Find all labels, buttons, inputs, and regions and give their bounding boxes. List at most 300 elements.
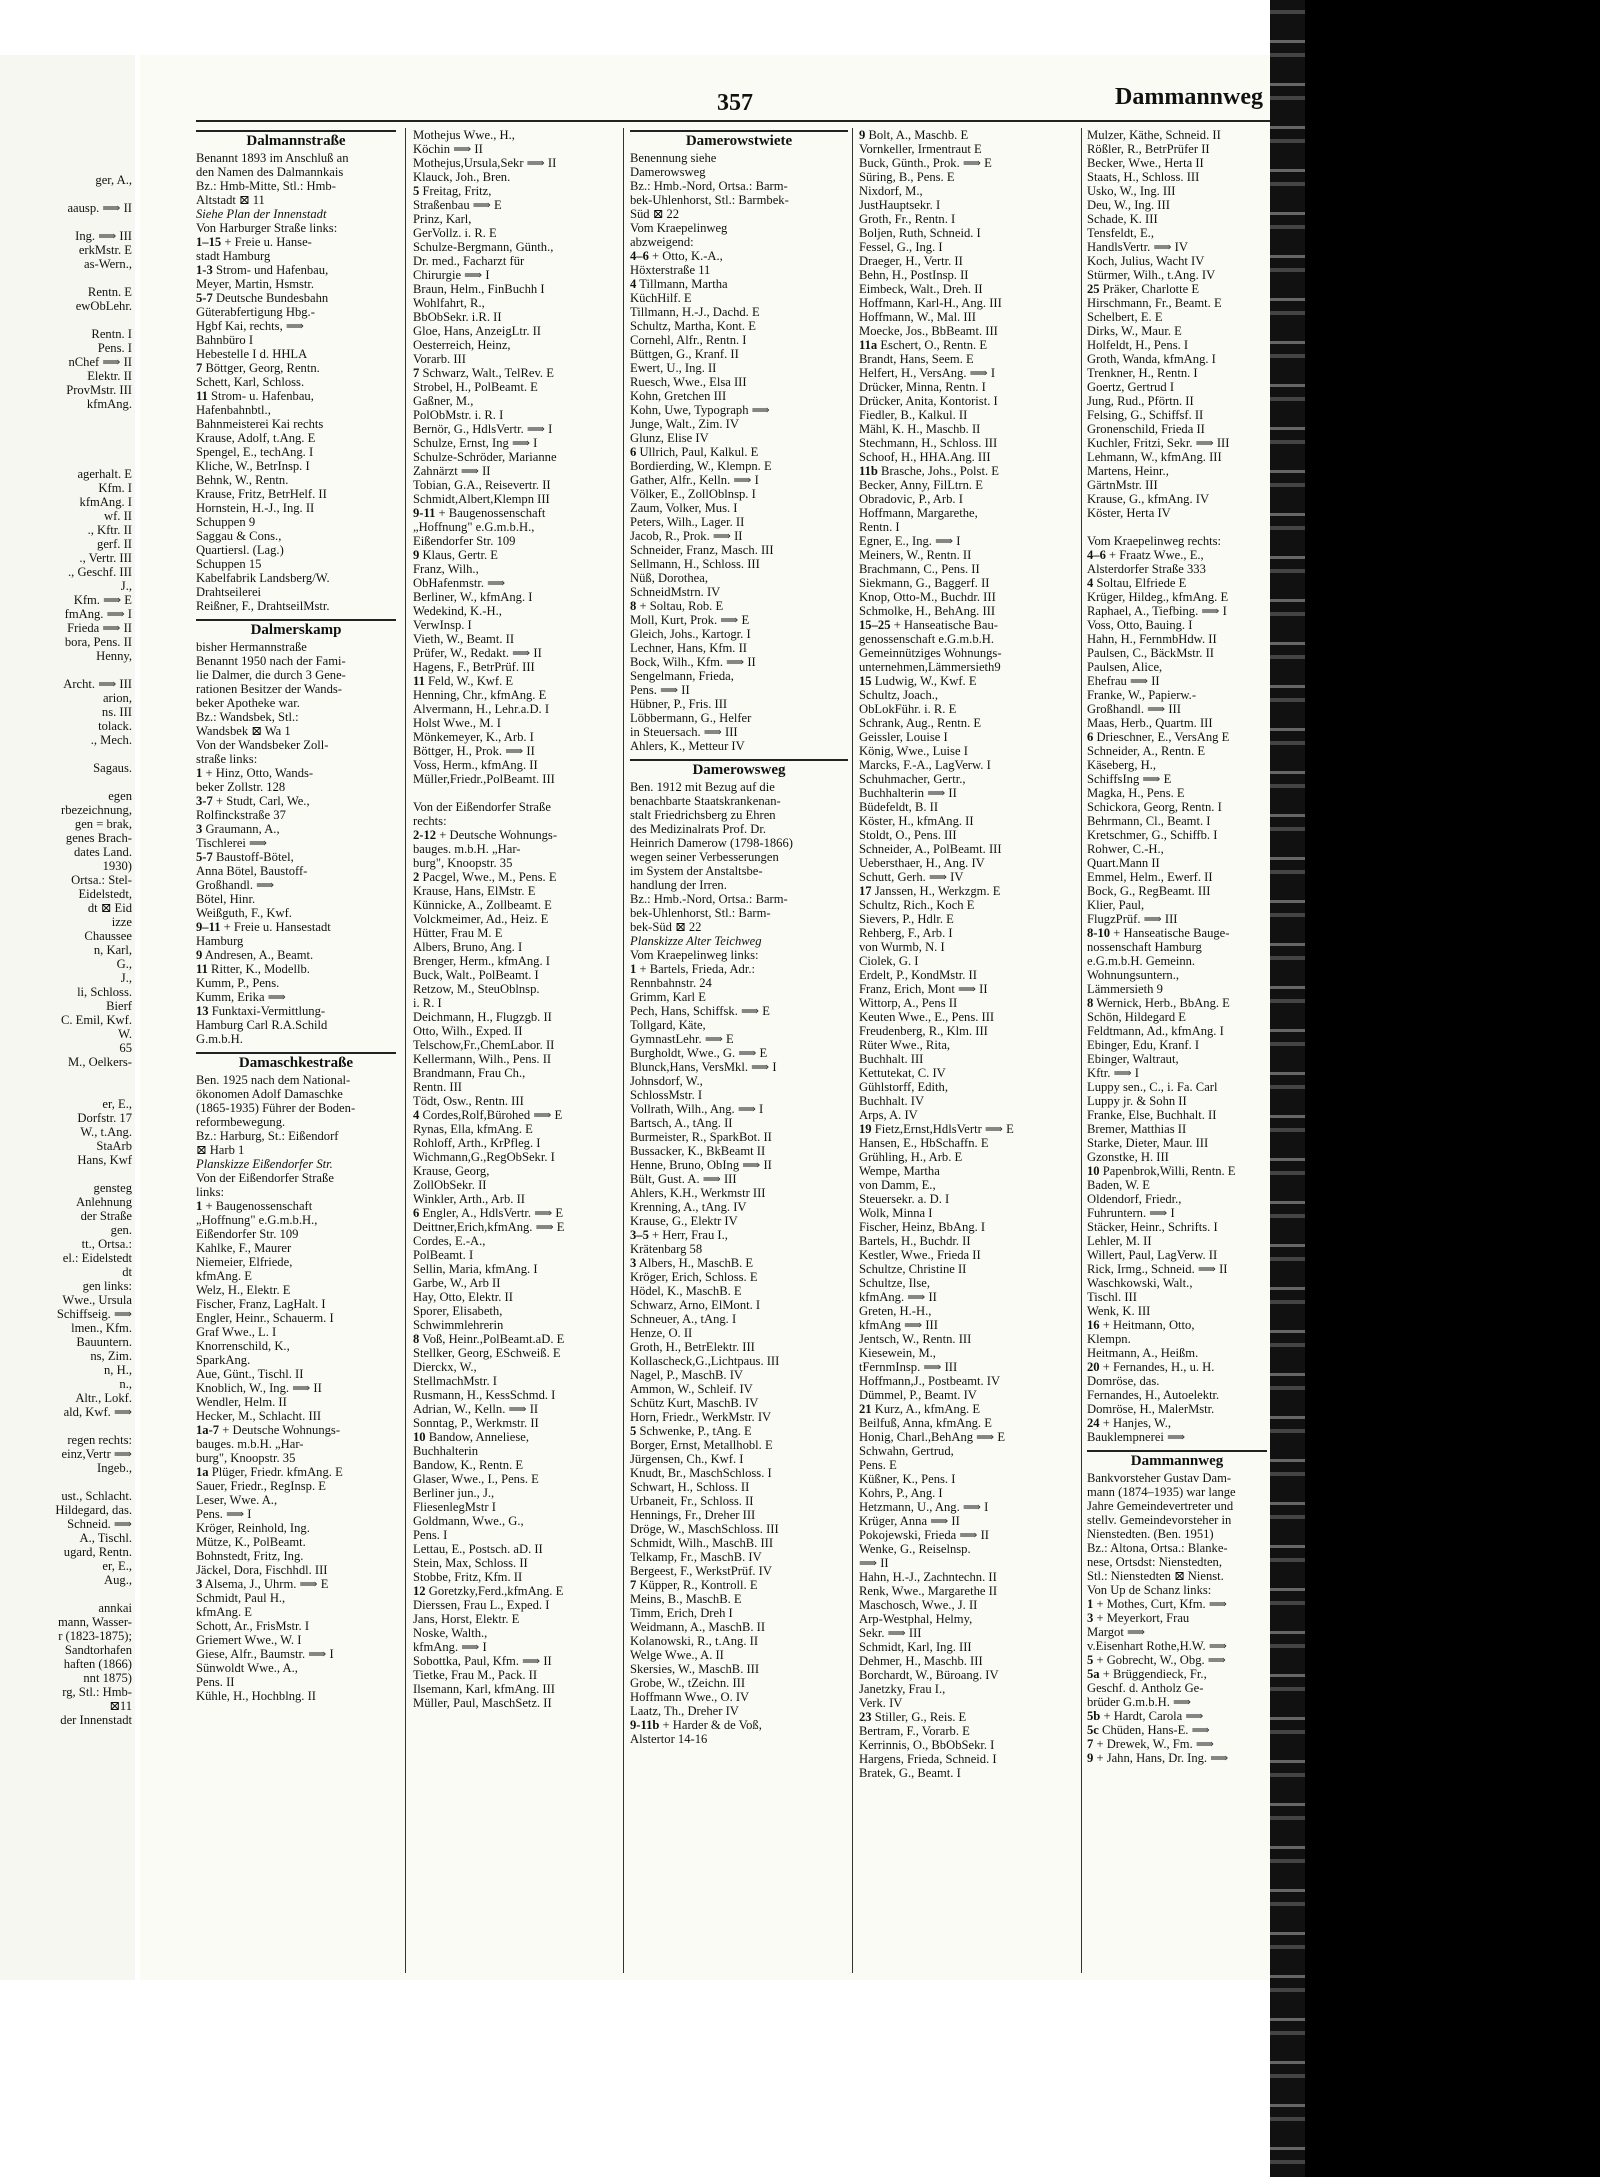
house-number: 7 (196, 361, 203, 375)
directory-entry: Von der Wandsbeker Zoll- (196, 738, 329, 752)
directory-entry: Rennbahnstr. 24 (630, 976, 712, 990)
directory-entry: Nixdorf, M., (859, 184, 923, 198)
house-number: 4 (413, 1108, 420, 1122)
directory-entry: Bankvorsteher Gustav Dam- (1087, 1471, 1232, 1485)
directory-entry: Heinrich Damerow (1798-1866) (630, 836, 793, 850)
directory-entry: kfmAng. ⟹ II (859, 1290, 937, 1304)
directory-entry: Fischer, Heinz, BbAng. I (859, 1220, 986, 1234)
directory-entry: Süd ⊠ 22 (630, 207, 680, 221)
gutter-line: Hildegard, das. (55, 1503, 132, 1517)
directory-entry: Dirks, W., Maur. E (1087, 324, 1182, 338)
directory-entry: 12 Goretzky,Ferd.,kfmAng. E (413, 1584, 564, 1598)
gutter-line: Ingeb., (97, 1461, 132, 1475)
gutter-line: einz,Vertr ⟹ (61, 1447, 132, 1461)
directory-entry: Sobottka, Paul, Kfm. ⟹ II (413, 1654, 552, 1668)
directory-entry: Gemeinnütziges Wohnungs- (859, 646, 1002, 660)
directory-entry: Wohlfahrt, R., (413, 296, 485, 310)
directory-entry: Maas, Herb., Quartm. III (1087, 716, 1213, 730)
directory-entry: Renk, Wwe., Margarethe II (859, 1584, 998, 1598)
gutter-line: C. Emil, Kwf. (60, 1013, 132, 1027)
directory-entry: Luppy sen., C., i. Fa. Carl (1087, 1080, 1218, 1094)
directory-entry: Franz, Erich, Mont ⟹ II (859, 982, 988, 996)
street-heading: Dalmerskamp (196, 619, 396, 637)
directory-entry: Krause, G., Elektr IV (630, 1214, 738, 1228)
gutter-line: Aug., (104, 1573, 132, 1587)
house-number: 11 (196, 389, 208, 403)
directory-entry: Bz.: Hmb-Mitte, Stl.: Hmb- (196, 179, 336, 193)
directory-entry: Schultz, Joach., (859, 688, 939, 702)
directory-entry: beker Apotheke war. (196, 696, 300, 710)
directory-entry: Meyer, Martin, Hsmstr. (196, 277, 315, 291)
directory-entry: Schulze-Schröder, Marianne (413, 450, 557, 464)
gutter-line: Hans, Kwf (77, 1153, 132, 1167)
directory-entry: Egner, E., Ing. ⟹ I (859, 534, 961, 548)
directory-entry: Schett, Karl, Schloss. (196, 375, 305, 389)
directory-entry: Bartels, H., Buchdr. II (859, 1234, 971, 1248)
gutter-line: dates Land. (73, 845, 132, 859)
gutter-line: Sagaus. (93, 761, 132, 775)
directory-entry: 9 + Jahn, Hans, Dr. Ing. ⟹ (1087, 1751, 1229, 1765)
gutter-line: er, E., (102, 1097, 132, 1111)
directory-entry: Höxterstraße 11 (630, 263, 711, 277)
directory-entry: 17 Janssen, H., Werkzgm. E (859, 884, 1001, 898)
street-heading: Dalmannstraße (196, 130, 396, 148)
directory-entry: Graf Wwe., L. I (196, 1325, 277, 1339)
directory-entry: ⟹ II (859, 1556, 889, 1570)
directory-entry: Mönkemeyer, K., Arb. I (413, 730, 534, 744)
directory-entry: Krause, G., kfmAng. IV (1087, 492, 1210, 506)
directory-entry: Holst Wwe., M. I (413, 716, 501, 730)
directory-entry: Fernandes, H., Autoelektr. (1087, 1388, 1220, 1402)
directory-entry: Berliner, W., kfmAng. I (413, 590, 533, 604)
directory-entry: Kabelfabrik Landsberg/W. (196, 571, 330, 585)
gutter-line: genes Brach- (65, 831, 132, 845)
directory-entry: Henne, Bruno, ObIng ⟹ II (630, 1158, 772, 1172)
directory-entry: Blunck,Hans, VersMkl. ⟹ I (630, 1060, 777, 1074)
gutter-line: Sandtorhafen (64, 1643, 132, 1657)
directory-entry: Schulze, Ernst, Ing ⟹ I (413, 436, 538, 450)
directory-entry: Stobbe, Fritz, Kfm. II (413, 1570, 523, 1584)
directory-entry: Moecke, Jos., BbBeamt. III (859, 324, 998, 338)
directory-entry: Dümmel, P., Beamt. IV (859, 1388, 977, 1402)
house-number: 25 (1087, 282, 1100, 296)
gutter-line: annkai (98, 1601, 132, 1615)
directory-entry: Wenk, K. III (1087, 1304, 1151, 1318)
directory-entry: Schultze, Christine II (859, 1262, 967, 1276)
house-number: 3 (196, 1577, 203, 1591)
gutter-line: mann, Wasser- (57, 1615, 132, 1629)
directory-entry: Schade, K. III (1087, 212, 1158, 226)
gutter-line: ns, Zim. (90, 1349, 132, 1363)
directory-entry: Bz.: Wandsbek, Stl.: (196, 710, 299, 724)
directory-entry: Schuhmacher, Gertr., (859, 772, 966, 786)
street-heading: Dammannweg (1087, 1450, 1267, 1468)
directory-entry: Henning, Chr., kfmAng. E (413, 688, 547, 702)
directory-entry: ökonomen Adolf Damaschke (196, 1087, 343, 1101)
gutter-line: der Innenstadt (60, 1713, 132, 1727)
directory-entry: Sellin, Maria, kfmAng. I (413, 1262, 538, 1276)
house-number: 10 (413, 1430, 426, 1444)
directory-entry: Starke, Dieter, Maur. III (1087, 1136, 1209, 1150)
directory-entry: Bauklempnerei ⟹ (1087, 1430, 1186, 1444)
directory-entry: Glunz, Elise IV (630, 431, 709, 445)
house-number: 8-10 (1087, 926, 1111, 940)
directory-entry: Großhandl. ⟹ III (1087, 702, 1181, 716)
house-number: 12 (413, 1584, 426, 1598)
gutter-line: kfmAng. (86, 397, 132, 411)
directory-entry (1087, 520, 1267, 534)
directory-entry: Buck, Walt., PolBeamt. I (413, 968, 539, 982)
directory-entry: burg", Knoopstr. 35 (196, 1451, 296, 1465)
directory-entry: Kumm, P., Pens. (196, 976, 280, 990)
directory-entry: Schultz, Martha, Kont. E (630, 319, 756, 333)
directory-entry: Schrank, Aug., Rentn. E (859, 716, 982, 730)
directory-entry: Behnk, W., Rentn. (196, 473, 289, 487)
directory-entry: Hafenbahnbtl., (196, 403, 271, 417)
directory-entry: unternehmen,Lämmersieth9 (859, 660, 1001, 674)
directory-entry: 11 Ritter, K., Modellb. (196, 962, 310, 976)
directory-entry: Junge, Walt., Zim. IV (630, 417, 739, 431)
directory-entry: Müller,Friedr.,PolBeamt. III (413, 772, 555, 786)
house-number: 4–6 (630, 249, 649, 263)
directory-entry: Obradovic, P., Arb. I (859, 492, 963, 506)
directory-entry: Schultz, Rich., Koch E (859, 898, 975, 912)
directory-entry: 1-3 Strom- und Hafenbau, (196, 263, 329, 277)
directory-entry: Rößler, R., BetrPrüfer II (1087, 142, 1210, 156)
directory-entry: 4–6 + Otto, K.-A., (630, 249, 723, 263)
gutter-line: J., (120, 971, 132, 985)
directory-entry: Aue, Günt., Tischl. II (196, 1367, 304, 1381)
directory-entry: GerVollz. i. R. E (413, 226, 497, 240)
directory-entry: Prüfer, W., Redakt. ⟹ II (413, 646, 542, 660)
directory-entry: Baden, W. E (1087, 1178, 1150, 1192)
directory-entry: Mütze, K., PolBeamt. (196, 1535, 306, 1549)
directory-entry: Grühling, H., Arb. E (859, 1150, 963, 1164)
directory-entry: Franke, Else, Buchhalt. II (1087, 1108, 1217, 1122)
directory-entry: Lechner, Hans, Kfm. II (630, 641, 747, 655)
directory-entry: Schwart, H., Schloss. II (630, 1480, 750, 1494)
directory-entry: Welge Wwe., A. II (630, 1648, 724, 1662)
directory-entry: Groth, Fr., Rentn. I (859, 212, 956, 226)
gutter-line: Eidelstedt, (78, 887, 132, 901)
directory-entry: Bock, G., RegBeamt. III (1087, 884, 1211, 898)
directory-entry: Jans, Horst, Elektr. E (413, 1612, 520, 1626)
directory-entry: Tollgard, Käte, (630, 1018, 706, 1032)
directory-entry: Brachmann, C., Pens. II (859, 562, 980, 576)
directory-entry: Garbe, W., Arb II (413, 1276, 501, 1290)
directory-entry: Welz, H., Elektr. E (196, 1283, 291, 1297)
directory-entry: HandlsVertr. ⟹ IV (1087, 240, 1188, 254)
directory-entry: Tietke, Frau M., Pack. II (413, 1668, 538, 1682)
directory-entry: Nüß, Dorothea, (630, 571, 708, 585)
directory-entry: Deittner,Erich,kfmAng. ⟹ E (413, 1220, 565, 1234)
house-number: 6 (1087, 730, 1094, 744)
gutter-line: ugard, Rentn. (63, 1545, 132, 1559)
directory-entry: Bz.: Harburg, St.: Eißendorf (196, 1129, 339, 1143)
house-number: 2-12 (413, 828, 437, 842)
directory-entry: 3 Graumann, A., (196, 822, 280, 836)
gutter-line: W., t.Ang. (80, 1125, 132, 1139)
directory-entry: Geschf. d. Antholz Ge- (1087, 1681, 1204, 1695)
house-number: 6 (413, 1206, 420, 1220)
directory-entry: Otto, Wilh., Exped. II (413, 1024, 523, 1038)
directory-entry: 9 Andresen, A., Beamt. (196, 948, 314, 962)
directory-entry: Draeger, H., Vertr. II (859, 254, 963, 268)
directory-entry: Volckmeimer, Ad., Heiz. E (413, 912, 549, 926)
directory-entry: Eißendorfer Str. 109 (413, 534, 516, 548)
house-number: 1 (196, 766, 203, 780)
gutter-line: er, E., (102, 1559, 132, 1573)
directory-entry: Weidmann, A., MaschB. II (630, 1620, 766, 1634)
plan-reference: Siehe Plan der Innenstadt (196, 207, 327, 221)
directory-entry: Dr. med., Facharzt für (413, 254, 525, 268)
gutter-line: ewObLehr. (75, 299, 132, 313)
directory-entry: Ahlers, K.H., Werkmstr III (630, 1186, 766, 1200)
directory-entry: Bock, Wilh., Kfm. ⟹ II (630, 655, 756, 669)
directory-entry: genossenschaft e.G.m.b.H. (859, 632, 995, 646)
directory-entry: Hoffmann, Margarethe, (859, 506, 978, 520)
plan-reference: Planskizze Alter Teichweg (630, 934, 762, 948)
directory-entry: 9-11 + Baugenossenschaft (413, 506, 546, 520)
directory-entry: Buchhalterin ⟹ II (859, 786, 957, 800)
gutter-line: gensteg (93, 1181, 132, 1195)
gutter-line: nnt 1875) (83, 1671, 132, 1685)
directory-entry: Löbbermann, G., Helfer (630, 711, 752, 725)
directory-entry: Knorrenschild, K., (196, 1339, 290, 1353)
page-number: 357 (717, 90, 753, 116)
directory-entry: Engler, Heinr., Schauerm. I (196, 1311, 334, 1325)
gutter-line: ust., Schlacht. (61, 1489, 132, 1503)
directory-entry: benachbarte Staatskrankenan- (630, 794, 781, 808)
directory-entry: Wedekind, K.-H., (413, 604, 502, 618)
directory-entry: 4–6 + Fraatz Wwe., E., (1087, 548, 1204, 562)
directory-entry: Greten, H.-H., (859, 1304, 932, 1318)
directory-entry: Voss, Herm., kfmAng. II (413, 758, 538, 772)
directory-entry: 7 Böttger, Georg, Rentn. (196, 361, 320, 375)
directory-entry: Nienstedten. (Ben. 1951) (1087, 1527, 1214, 1541)
directory-entry: Krenning, A., tAng. IV (630, 1200, 747, 1214)
house-number: 13 (196, 1004, 209, 1018)
directory-entry: Sonntag, P., Werkmstr. II (413, 1416, 539, 1430)
gutter-line: ns. III (101, 705, 132, 719)
directory-entry: Völker, E., ZollOblnsp. I (630, 487, 756, 501)
directory-entry: VerwInsp. I (413, 618, 472, 632)
directory-entry: Bz.: Altona, Ortsa.: Blanke- (1087, 1541, 1228, 1555)
directory-entry: 6 Engler, A., HdlsVertr. ⟹ E (413, 1206, 564, 1220)
house-number: 5 (413, 184, 420, 198)
directory-entry: Kettutekat, C. IV (859, 1066, 946, 1080)
directory-entry: Gronenschild, Frieda II (1087, 422, 1205, 436)
directory-entry: Braun, Helm., FinBuchh I (413, 282, 545, 296)
directory-entry: Jentsch, W., Rentn. III (859, 1332, 972, 1346)
directory-entry: StellmachMstr. I (413, 1374, 497, 1388)
directory-entry: 10 Bandow, Anneliese, (413, 1430, 530, 1444)
directory-entry: König, Wwe., Luise I (859, 744, 968, 758)
directory-entry: 5b + Hardt, Carola ⟹ (1087, 1709, 1204, 1723)
directory-entry: Pech, Hans, Schiffsk. ⟹ E (630, 1004, 770, 1018)
directory-entry: Borchardt, W., Büroang. IV (859, 1668, 999, 1682)
directory-entry: Kolanowski, R., t.Ang. II (630, 1634, 759, 1648)
gutter-line: Bierf (106, 999, 132, 1013)
house-number: 11 (413, 674, 425, 688)
directory-entry (413, 786, 619, 800)
gutter-line (0, 453, 132, 467)
directory-entry: kfmAng. ⟹ I (413, 1640, 487, 1654)
house-number: 21 (859, 1402, 872, 1416)
directory-entry: Fuhruntern. ⟹ I (1087, 1206, 1175, 1220)
directory-entry: Lettau, E., Postsch. aD. II (413, 1542, 543, 1556)
house-number: 5 (630, 1424, 637, 1438)
directory-entry: Hamburg Carl R.A.Schild (196, 1018, 328, 1032)
house-number: 5b (1087, 1709, 1101, 1723)
directory-entry: Hütter, Frau M. E (413, 926, 503, 940)
directory-entry: Grimm, Karl E (630, 990, 706, 1004)
directory-entry: von Damm, E., (859, 1178, 936, 1192)
directory-entry: rechts: (413, 814, 447, 828)
directory-entry: Hoffmann Wwe., O. IV (630, 1690, 750, 1704)
directory-entry: Bült, Gust. A. ⟹ III (630, 1172, 737, 1186)
directory-entry: Schwahn, Gertrud, (859, 1444, 954, 1458)
directory-entry: Knop, Otto-M., Buchdr. III (859, 590, 996, 604)
directory-entry: Sekr. ⟹ III (859, 1626, 922, 1640)
gutter-line (0, 411, 132, 425)
directory-entry: Hoffmann,J., Postbeamt. IV (859, 1374, 1001, 1388)
gutter-line: M., Oelkers- (67, 1055, 132, 1069)
directory-entry: GymnastLehr. ⟹ E (630, 1032, 734, 1046)
directory-entry: Pens. II (196, 1675, 235, 1689)
directory-entry: 16 + Heitmann, Otto, (1087, 1318, 1195, 1332)
gutter-line: Rentn. E (87, 285, 132, 299)
house-number: 1a (196, 1465, 209, 1479)
gutter-line: Wwe., Ursula (62, 1293, 132, 1307)
gutter-line: rg, Stl.: Hmb- (62, 1685, 132, 1699)
directory-entry: Geissler, Louise I (859, 730, 948, 744)
directory-entry: bauges. m.b.H. „Har- (413, 842, 521, 856)
directory-entry: Schulze-Bergmann, Günth., (413, 240, 554, 254)
directory-entry: Tödt, Osw., Rentn. III (413, 1094, 524, 1108)
directory-entry: Hahn, H.-J., Zachntechn. II (859, 1570, 997, 1584)
directory-entry: Damerowsweg (630, 165, 706, 179)
directory-entry: Bahnmeisterei Kai rechts (196, 417, 324, 431)
directory-entry: Burgholdt, Wwe., G. ⟹ E (630, 1046, 768, 1060)
gutter-line: Pens. I (97, 341, 132, 355)
directory-entry: Schmidt, Karl, Ing. III (859, 1640, 972, 1654)
directory-entry: Groth, H., BetrElektr. III (630, 1340, 755, 1354)
house-number: 5-7 (196, 291, 213, 305)
directory-entry: stadt Hamburg (196, 249, 271, 263)
house-number: 9-11b (630, 1718, 660, 1732)
text-column-4 (859, 128, 1079, 1780)
directory-entry: straße links: (196, 752, 258, 766)
directory-entry: 9 Bolt, A., Maschb. E (859, 128, 969, 142)
street-heading: Damerowsweg (630, 759, 848, 777)
directory-entry: Klempn. (1087, 1332, 1131, 1346)
directory-entry: Buchhalterin (413, 1444, 479, 1458)
directory-entry: Retzow, M., SteuOblnsp. (413, 982, 540, 996)
directory-entry: ObLokFühr. i. R. E (859, 702, 957, 716)
directory-entry: 11a Eschert, O., Rentn. E (859, 338, 988, 352)
directory-entry: 1–15 + Freie u. Hanse- (196, 235, 312, 249)
directory-entry: Ehefrau ⟹ II (1087, 674, 1160, 688)
directory-entry: Noske, Walth., (413, 1626, 488, 1640)
directory-entry: Großhandl. ⟹ (196, 878, 275, 892)
directory-entry: Bahnbüro I (196, 333, 254, 347)
directory-entry: Dröge, W., MaschSchloss. III (630, 1522, 779, 1536)
directory-entry: Sporer, Elisabeth, (413, 1304, 503, 1318)
directory-entry: e.G.m.b.H. Gemeinn. (1087, 954, 1196, 968)
gutter-line: A., Tischl. (79, 1531, 132, 1545)
directory-entry: Adrian, W., Kelln. ⟹ II (413, 1402, 539, 1416)
house-number: 9 (196, 948, 203, 962)
house-number: 15 (859, 674, 872, 688)
directory-entry: Drücker, Anita, Kontorist. I (859, 394, 998, 408)
directory-entry: 24 + Hanjes, W., (1087, 1416, 1172, 1430)
directory-entry: Krause, Fritz, BetrHelf. II (196, 487, 327, 501)
directory-entry: Kohn, Gretchen III (630, 389, 727, 403)
directory-entry: Kftr. ⟹ I (1087, 1066, 1139, 1080)
directory-entry: Freudenberg, R., Klm. III (859, 1024, 988, 1038)
gutter-line: Dorfstr. 17 (77, 1111, 132, 1125)
directory-entry: Becker, Anny, FilLtrn. E (859, 478, 983, 492)
directory-entry: 3-7 + Studt, Carl, We., (196, 794, 310, 808)
directory-entry: BbObSekr. i.R. II (413, 310, 502, 324)
directory-entry: Krätenbarg 58 (630, 1242, 703, 1256)
directory-entry: Pens. I (413, 1528, 448, 1542)
directory-entry: Zahnärzt ⟹ II (413, 464, 491, 478)
gutter-line: Elektr. II (87, 369, 132, 383)
directory-entry: in Steuersach. ⟹ III (630, 725, 738, 739)
directory-entry: Büdefeldt, B. II (859, 800, 939, 814)
directory-entry: Siekmann, G., Baggerf. II (859, 576, 990, 590)
plan-reference: Planskizze Eißendorfer Str. (196, 1157, 333, 1171)
directory-entry: KüchHilf. E (630, 291, 692, 305)
directory-entry: Behrmann, Cl., Beamt. I (1087, 814, 1211, 828)
directory-entry: Ben. 1912 mit Bezug auf die (630, 780, 775, 794)
directory-entry: Moll, Kurt, Prok. ⟹ E (630, 613, 750, 627)
directory-entry: stalt Friedrichsberg zu Ehren (630, 808, 776, 822)
directory-entry: Felsing, G., Schiffsf. II (1087, 408, 1204, 422)
directory-entry: Kohn, Uwe, Typograph ⟹ (630, 403, 770, 417)
street-heading: Damerowstwiete (630, 130, 848, 148)
directory-entry: Reißner, F., DrahtseilMstr. (196, 599, 330, 613)
gutter-line: wf. II (104, 509, 132, 523)
directory-entry: Henze, O. II (630, 1326, 693, 1340)
directory-entry: Marcks, F.-A., LagVerw. I (859, 758, 991, 772)
directory-entry: Klier, Paul, (1087, 898, 1145, 912)
directory-entry: Hödel, K., MaschB. E (630, 1284, 742, 1298)
directory-entry: GärtnMstr. III (1087, 478, 1158, 492)
directory-entry: Schelbert, E. E (1087, 310, 1163, 324)
gutter-line: agerhalt. E (77, 467, 132, 481)
directory-entry: Niemeier, Elfriede, (196, 1255, 293, 1269)
house-number: 5-7 (196, 850, 213, 864)
directory-entry: 7 + Drewek, W., Fm. ⟹ (1087, 1737, 1214, 1751)
directory-entry: SchneidMstrn. IV (630, 585, 721, 599)
directory-entry: Urbaneit, Fr., Schloss. II (630, 1494, 754, 1508)
directory-entry: Timm, Erich, Dreh I (630, 1606, 733, 1620)
directory-entry: Altstadt ⊠ 11 (196, 193, 265, 207)
directory-entry: Ciolek, G. I (859, 954, 919, 968)
directory-entry: Sauer, Friedr., RegInsp. E (196, 1479, 326, 1493)
directory-entry: Bremer, Matthias II (1087, 1122, 1187, 1136)
directory-entry: Kuchler, Fritzi, Sekr. ⟹ III (1087, 436, 1230, 450)
directory-entry: Sellmann, H., Schloss. III (630, 557, 760, 571)
directory-entry: von Wurmb, N. I (859, 940, 945, 954)
directory-entry: Honig, Charl.,BehAng ⟹ E (859, 1430, 1006, 1444)
gutter-line: dt ⊠ Eid (87, 901, 132, 915)
directory-entry: bek-Süd ⊠ 22 (630, 920, 702, 934)
directory-entry: Rohwer, C.-H., (1087, 842, 1164, 856)
